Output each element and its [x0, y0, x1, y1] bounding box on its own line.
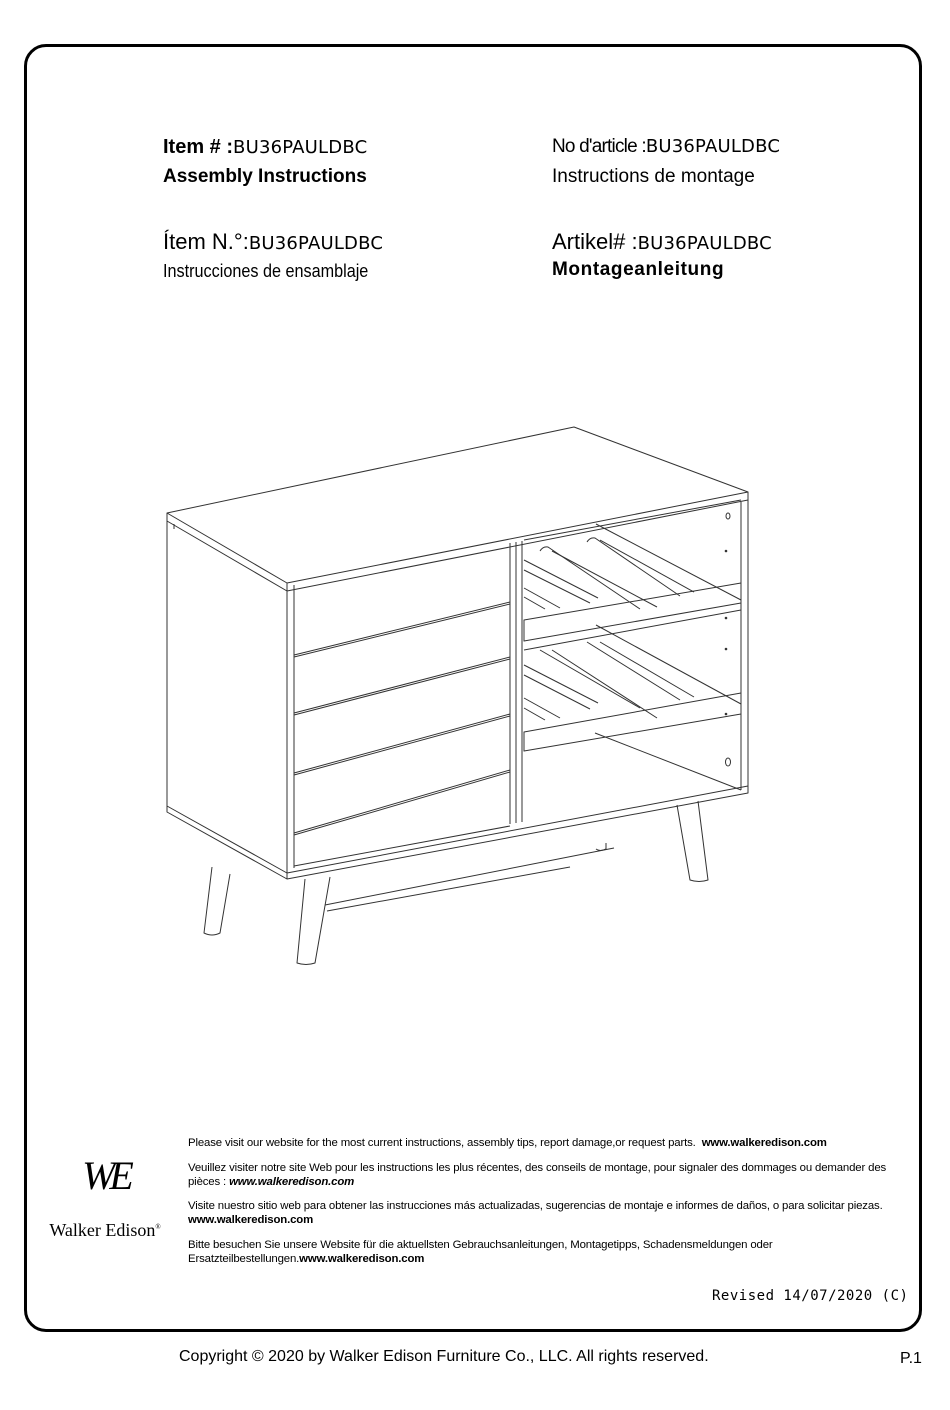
title-en: Assembly Instructions	[163, 166, 367, 187]
item-code-es: BU36PAULDBC	[248, 233, 384, 254]
logo-monogram: WE	[82, 1153, 128, 1198]
title-de: Montageanleitung	[552, 259, 725, 280]
logo-wordmark: Walker Edison®	[49, 1220, 161, 1240]
page-number: P.1	[900, 1350, 922, 1367]
website-link-de[interactable]: www.walkeredison.com	[299, 1253, 425, 1265]
visit-text-en: Please visit our website for the most current instructions, assembly tips, report damage,or request parts. www.walkeredison.com	[188, 1137, 827, 1149]
item-code-en: BU36PAULDBC	[233, 137, 368, 158]
item-label-en: Item # :	[163, 136, 234, 158]
item-label-es: Ítem N.°:	[163, 229, 249, 254]
item-label-fr: No d'article :	[552, 136, 646, 157]
title-es: Instrucciones de ensamblaje	[163, 261, 369, 281]
website-link-fr[interactable]: www.walkeredison.com	[229, 1176, 355, 1188]
visit-text-de: Bitte besuchen Sie unsere Website für die aktuellsten Gebrauchsanleitungen, Montagetipps, Schadensmeldungen oder Ersatzteilbestellungen.www.walkeredison.com	[188, 1239, 773, 1265]
item-number-es	[163, 229, 383, 255]
item-number-en	[163, 136, 367, 159]
website-link-es[interactable]: www.walkeredison.com	[188, 1214, 314, 1226]
title-fr: Instructions de montage	[552, 166, 755, 187]
walker-edison-logo	[40, 1152, 170, 1252]
copyright-notice: Copyright © 2020 by Walker Edison Furniture Co., LLC. All rights reserved.	[179, 1348, 709, 1365]
visit-text-es: Visite nuestro sitio web para obtener las instrucciones más actualizadas, sugerencias de montaje e informes de daños, o para solicitar piezas. www.walkeredison.com	[188, 1200, 883, 1226]
item-number-de	[552, 229, 772, 255]
revision-date: Revised 14/07/2020 (C)	[712, 1288, 909, 1304]
item-number-fr	[552, 136, 780, 158]
visit-text-fr: Veuillez visiter notre site Web pour les instructions les plus récentes, des conseils de montage, pour signaler des dommages ou demander des pièces : www.walkeredison.com	[188, 1162, 887, 1188]
registered-mark: ®	[155, 1223, 161, 1231]
cabinet-illustration	[160, 420, 760, 980]
item-code-de: BU36PAULDBC	[637, 233, 772, 254]
website-link-en[interactable]: www.walkeredison.com	[701, 1137, 827, 1149]
item-code-fr: BU36PAULDBC	[645, 136, 781, 157]
item-label-de: Artikel# :	[552, 229, 638, 254]
